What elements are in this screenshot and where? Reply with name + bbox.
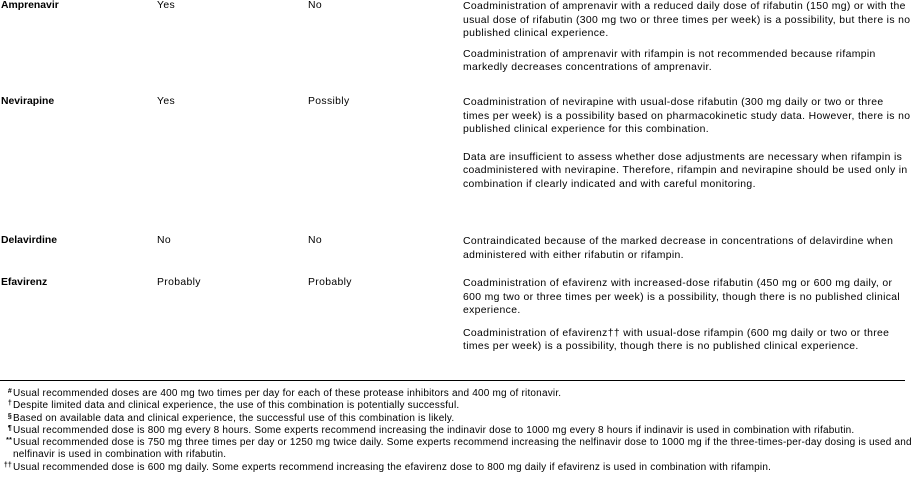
footnote-mark: ¶ [7, 424, 12, 432]
comments [463, 277, 913, 361]
rifampin-usable: No [308, 0, 322, 11]
comment-paragraph: Coadministration of amprenavir with a reduced daily dose of rifabutin (150 mg) or with the usual dose of rifabutin (300 mg two or three times per week) is a possibility, but there is no published clinical experience. [463, 1, 911, 39]
rifampin-usable: No [308, 235, 322, 246]
footnote-text: Usual recommended dose is 600 mg daily. Some experts recommend increasing the efavirenz dose to 800 mg daily if efavirenz is used in combination with rifampin. [13, 461, 772, 473]
footnote-text: Despite limited data and clinical experience, the use of this combination is potentially successful. [13, 400, 460, 412]
footnote [0, 413, 916, 425]
footnote [0, 388, 916, 400]
drug-name: Amprenavir [1, 0, 59, 11]
comment-paragraph: Coadministration of efavirenz with increased-dose rifabutin (450 mg or 600 mg daily, or 600 mg two or three times per week) is a possibility, though there is no published clinical experience. [463, 278, 901, 316]
footnote [0, 462, 916, 474]
footnote-text: Usual recommended dose is 800 mg every 8 hours. Some experts recommend increasing the indinavir dose to 1000 mg every 8 hours if indinavir is used in combination with rifabutin. [13, 424, 855, 436]
footnote-mark: ** [6, 437, 12, 445]
footnote-text: Based on available data and clinical experience, the successful use of this combination is likely. [13, 412, 455, 424]
footnote-text: Usual recommended doses are 400 mg two times per day for each of these protease inhibitors and 400 mg of ritonavir. [13, 388, 562, 399]
comment-paragraph: Coadministration of efavirenz†† with usual-dose rifampin (600 mg daily or two or three times per week) is a possibility, though there is no published clinical experience. [463, 327, 890, 352]
footnote-mark: § [7, 412, 12, 420]
footnote [0, 425, 916, 437]
comment-paragraph: Coadministration of amprenavir with rifampin is not recommended because rifampin markedly decreases concentrations of amprenavir. [463, 48, 876, 73]
comments [463, 235, 913, 269]
rifabutin-usable: No [157, 235, 171, 246]
rifampin-usable: Probably [308, 277, 352, 288]
footnote-mark: # [7, 388, 12, 395]
rifampin-usable: Possibly [308, 96, 350, 107]
drug-name: Delavirdine [1, 235, 58, 246]
rifabutin-usable: Yes [157, 0, 175, 11]
drug-name: Nevirapine [1, 96, 55, 107]
footnote-mark: †† [3, 461, 12, 469]
footnote-text: Usual recommended dose is 750 mg three times per day or 1250 mg twice daily. Some experts recommend increasing the nelfinavir dose to 1000 mg if the three-times-per-day dosing is used and nelfinavir is used in combination with rifabutin. [13, 437, 912, 461]
footnote [0, 400, 916, 412]
comment-paragraph: Contraindicated because of the marked decrease in concentrations of delavirdine when administered with either rifabutin or rifampin. [463, 236, 894, 261]
drug-name: Efavirenz [1, 277, 48, 288]
footnotes [0, 388, 916, 474]
footnote-mark: † [7, 400, 12, 408]
comment-paragraph: Coadministration of nevirapine with usual-dose rifabutin (300 mg daily or two or three times per week) is a possibility based on pharmacokinetic study data. However, there is no published clinical experience for this combination. [463, 97, 911, 135]
rifabutin-usable: Probably [157, 277, 201, 288]
comments [463, 96, 913, 198]
rifabutin-usable: Yes [157, 96, 175, 107]
table-bottom-rule [0, 380, 905, 381]
footnote [0, 437, 916, 462]
comments [463, 0, 913, 82]
comment-paragraph: Data are insufficient to assess whether dose adjustments are necessary when rifampin is coadministered with nevirapine. Therefore, rifampin and nevirapine should be used only in combination if clearly indicated and with careful monitoring. [463, 151, 908, 190]
